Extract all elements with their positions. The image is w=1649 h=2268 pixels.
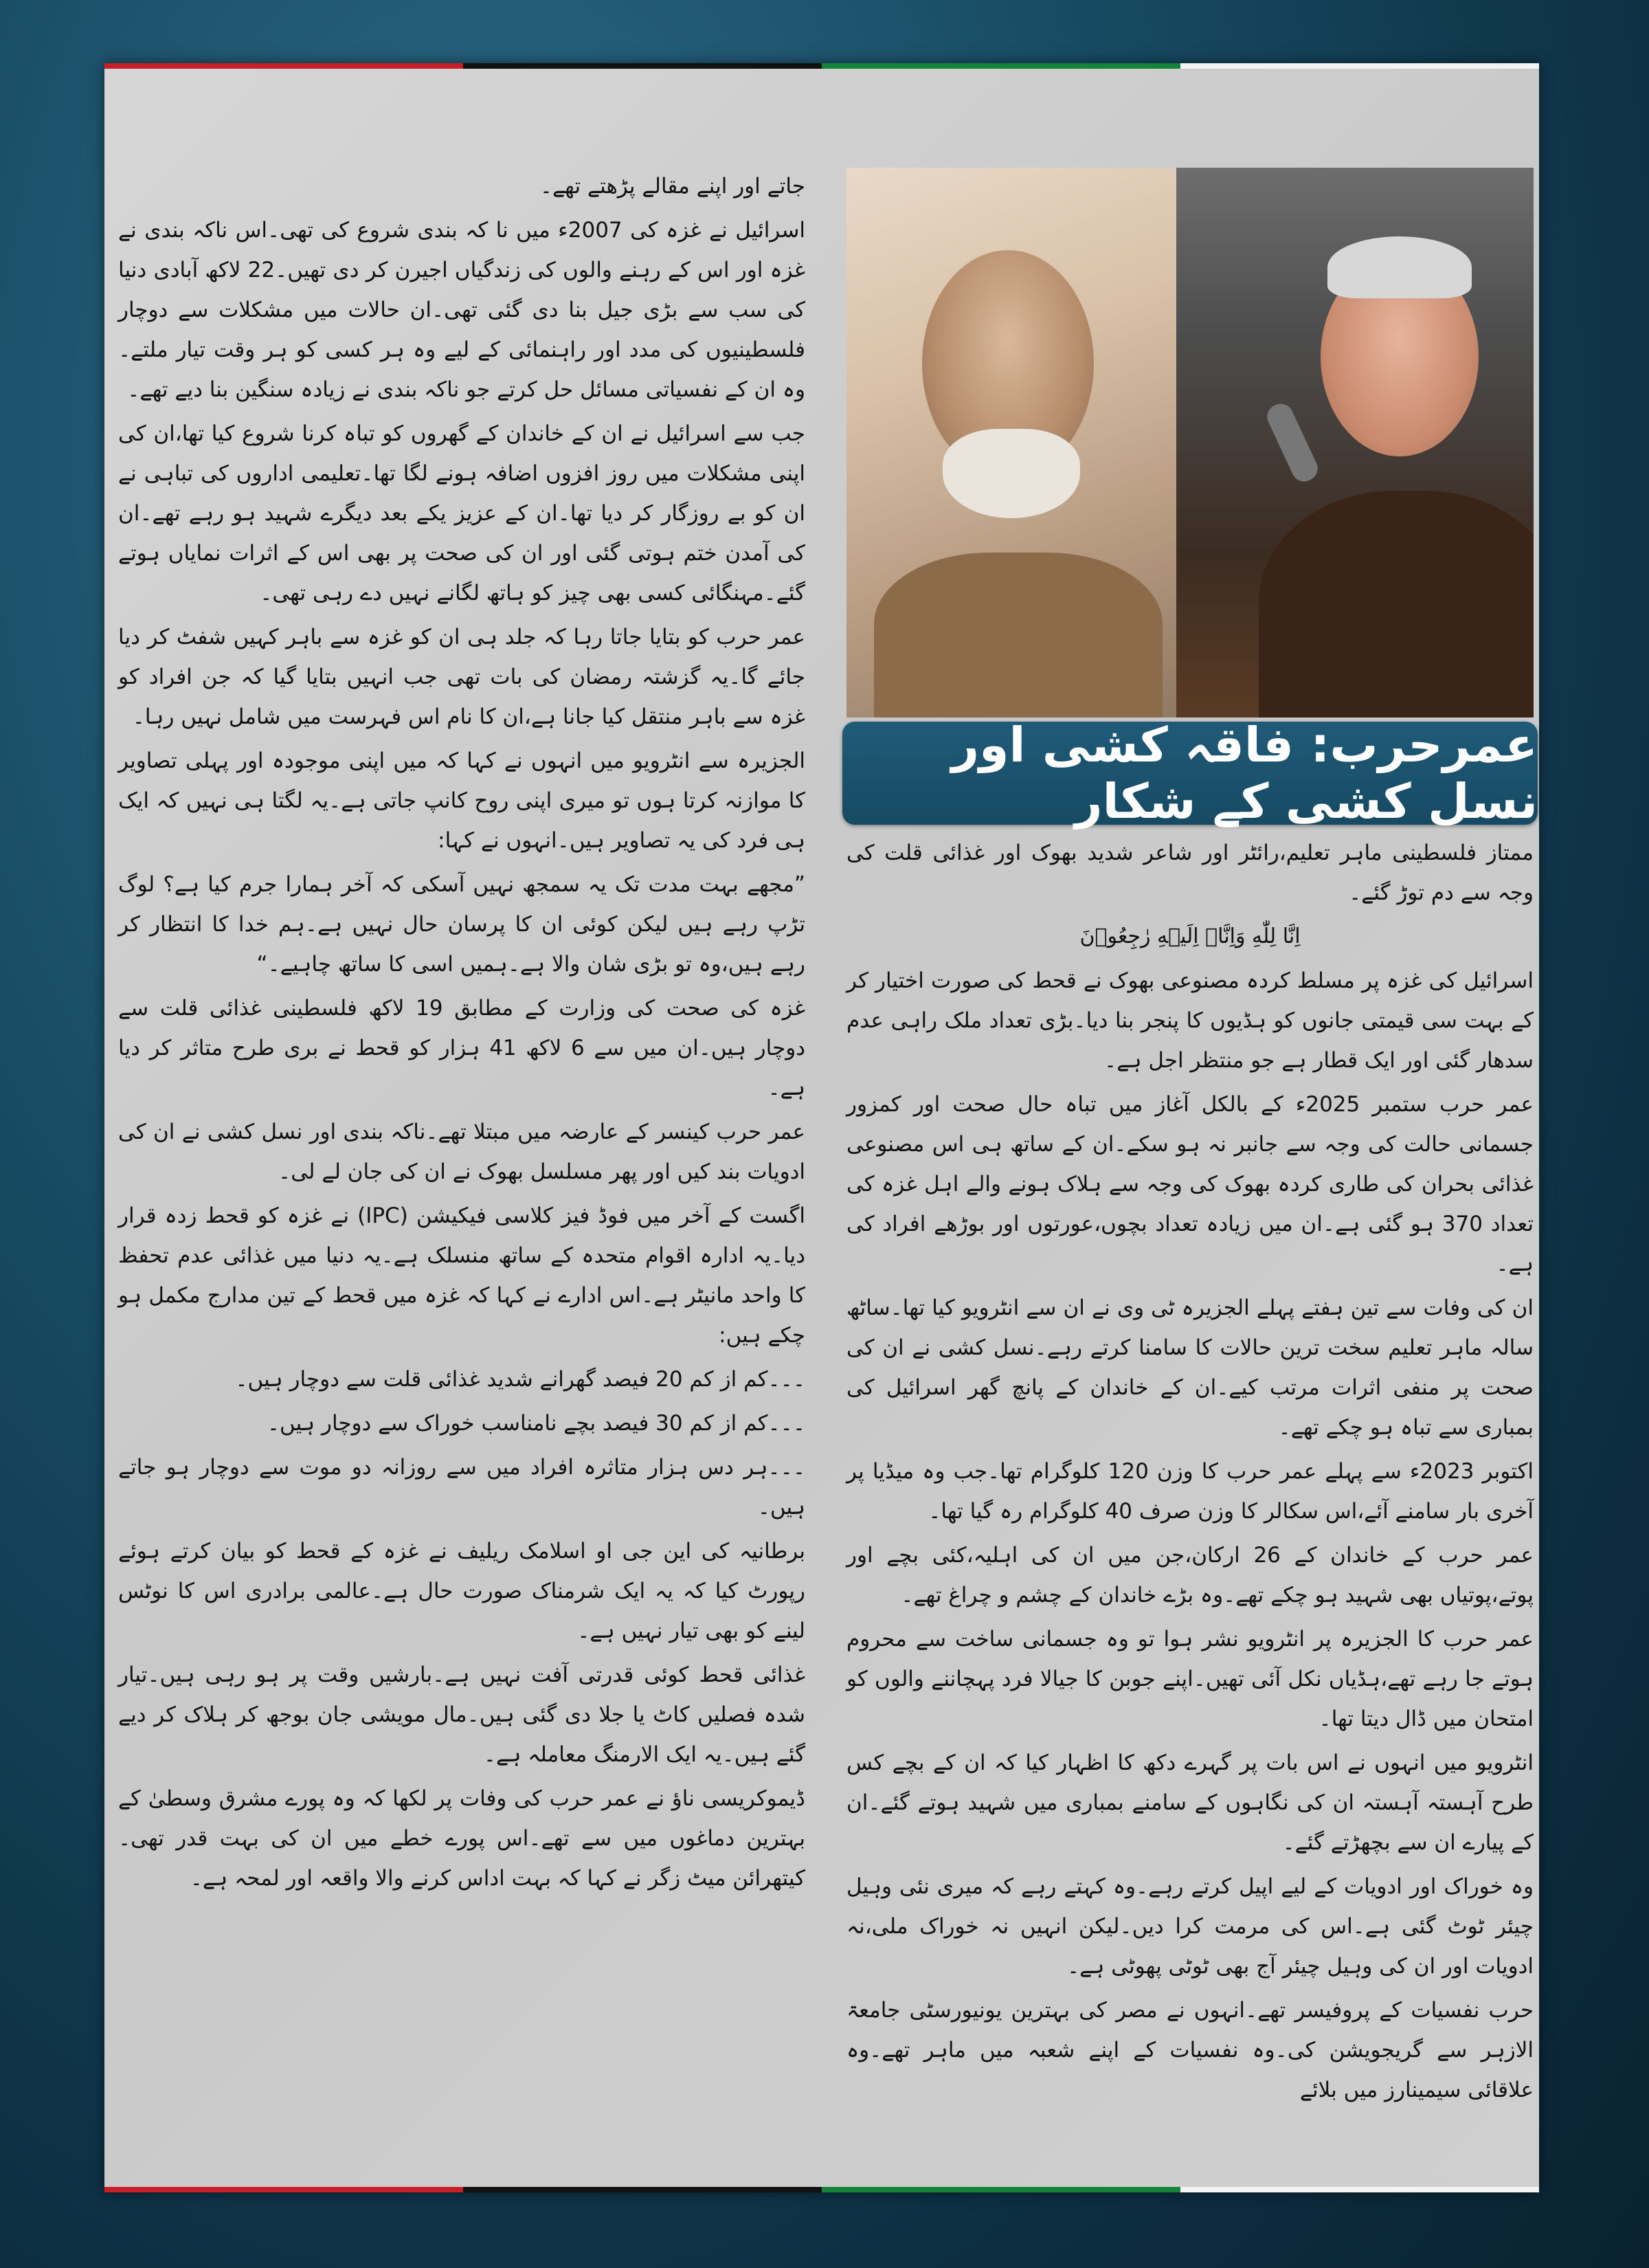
paragraph: جاتے اور اپنے مقالے پڑھتے تھے۔	[539, 174, 805, 199]
paragraph: الجزیرہ سے انٹرویو میں انہوں نے کہا کہ میں اپنی موجودہ اور پہلی تصاویر کا موازنہ کرتا ہوں تو میری اپنی روح کانپ جاتی ہے۔یہ لگتا ہی نہیں کہ ایک ہی فرد کی یہ تصاویر ہیں۔انہوں نے کہا:	[118, 748, 805, 853]
paragraph: غزہ کی صحت کی وزارت کے مطابق 19 لاکھ فلسطینی غذائی قلت سے دوچار ہیں۔ان میں سے 6 لاکھ 41 ہزار کو قحط نے بری طرح متاثر کر دیا ہے۔	[118, 996, 806, 1100]
bullet-item: ۔۔۔کم از کم 30 فیصد بچے نامناسب خوراک سے دوچار ہیں۔	[267, 1411, 805, 1436]
bullet-item: ۔۔۔کم از کم 20 فیصد گھرانے شدید غذائی قلت سے دوچار ہیں۔	[235, 1367, 805, 1392]
magazine-page	[104, 63, 1539, 2192]
paragraph: برطانیہ کی این جی او اسلامک ریلیف نے غزہ کے قحط کو بیان کرتے ہوئے رپورٹ کیا کہ یہ ایک شرمناک صورت حال ہے۔عالمی برادری اس کا نوٹس لینے کو بھی تیار نہیں ہے۔	[118, 1539, 805, 1643]
intro-paragraph: ممتاز فلسطینی ماہر تعلیم،رائٹر اور شاعر شدید بھوک اور غذائی قلت کی وجہ سے دم توڑ گئے۔	[846, 841, 1534, 905]
photo-emaciated-portrait	[846, 168, 1176, 718]
quranic-verse: اِنَّا لِلّٰهِ وَاِنَّاۤ اِلَیۡهِ رٰجِعُوۡنَ	[1079, 924, 1301, 948]
paragraph: اگست کے آخر میں فوڈ فیز کلاسی فیکیشن (IPC) نے غزہ کو قحط زدہ قرار دیا۔یہ ادارہ اقوام متحدہ کے ساتھ منسلک ہے۔یہ دنیا میں غذائی عدم تحفظ کا واحد مانیٹر ہے۔اس ادارے نے کہا کہ غزہ میں قحط کے تین مدارج مکمل ہو چکے ہیں:	[118, 1203, 806, 1348]
paragraph: اسرائیل نے غزہ کی 2007ء میں نا کہ بندی شروع کی تھی۔اس ناکہ بندی نے غزہ اور اس کے رہنے والوں کی زندگیاں اجیرن کر دی تھیں۔22 لاکھ آبادی دنیا کی سب سے بڑی جیل بنا دی گئی تھی۔ان حالات میں مشکلات سے دوچار فلسطینیوں کی مدد اور راہنمائی کے لیے وہ ہر کسی کو ہر وقت تیار ملتے۔وہ ان کے نفسیاتی مسائل حل کرتے جو ناکہ بندی نے زیادہ سنگین بنا دیے تھے۔	[118, 218, 805, 402]
photo-speaker-with-microphone	[1176, 168, 1534, 718]
right-column	[846, 833, 1534, 2114]
paragraph: اکتوبر 2023ء سے پہلے عمر حرب کا وزن 120 کلوگرام تھا۔جب وہ میڈیا پر آخری بار سامنے آئے،اس سکالر کا وزن صرف 40 کلوگرام رہ گیا تھا۔	[846, 1459, 1534, 1524]
paragraph: عمر حرب کینسر کے عارضہ میں مبتلا تھے۔ناکہ بندی اور نسل کشی نے ان کی ادویات بند کیں اور پھر مسلسل بھوک نے ان کی جان لے لی۔	[118, 1120, 805, 1184]
paragraph: عمر حرب کے خاندان کے 26 ارکان،جن میں ان کی اہلیہ،کئی بچے اور پوتے،پوتیاں بھی شہید ہو چکے تھے۔وہ بڑے خاندان کے چشم و چراغ تھے۔	[846, 1543, 1534, 1608]
bullet-item: ۔۔۔ہر دس ہزار متاثرہ افراد میں سے روزانہ دو موت سے دوچار ہو جاتے ہیں۔	[118, 1455, 805, 1520]
paragraph: وہ خوراک اور ادویات کے لیے اپیل کرتے رہے۔وہ کہتے رہے کہ میری نئی وہیل چیئر ٹوٹ گئی ہے۔اس کی مرمت کرا دیں۔لیکن انہیں نہ خوراک ملی،نہ ادویات اور ان کی وہیل چیئر آج بھی ٹوٹی پھوٹی ہے۔	[846, 1874, 1534, 1979]
paragraph: غذائی قحط کوئی قدرتی آفت نہیں ہے۔بارشیں وقت پر ہو رہی ہیں۔تیار شدہ فصلیں کاٹ یا جلا دی گئی ہیں۔مال مویشی جان بوجھ کر ہلاک کر دیے گئے ہیں۔یہ ایک الارمنگ معاملہ ہے۔	[118, 1663, 805, 1767]
flag-stripe-bottom	[104, 2187, 1539, 2192]
photo-strip	[846, 168, 1534, 718]
paragraph: عمر حرب کا الجزیرہ پر انٹرویو نشر ہوا تو وہ جسمانی ساخت سے محروم ہوتے جا رہے تھے،ہڈیاں نکل آئی تھیں۔اپنے جوبن کا جیالا فرد پہچاننے والوں کو امتحان میں ڈال دیتا تھا۔	[846, 1627, 1534, 1731]
paragraph: اسرائیل کی غزہ پر مسلط کردہ مصنوعی بھوک نے قحط کی صورت اختیار کر کے بہت سی قیمتی جانوں کو ہڈیوں کا پنجر بنا دیا۔بڑی تعداد ملک راہی عدم سدھار گئی اور ایک قطار ہے جو منتظر اجل ہے۔	[846, 968, 1534, 1073]
microphone-icon	[1263, 400, 1321, 486]
paragraph: حرب نفسیات کے پروفیسر تھے۔انہوں نے مصر کی بہترین یونیورسٹی جامعۃ الازہر سے گریجویشن کی۔وہ نفسیات کے اپنے شعبہ میں ماہر تھے۔وہ علاقائی سیمینارز میں بلائے	[846, 1998, 1534, 2102]
left-column	[118, 166, 805, 1902]
headline: عمرحرب: فاقہ کشی اور نسل کشی کے شکار	[951, 717, 1538, 830]
paragraph: ان کی وفات سے تین ہفتے پہلے الجزیرہ ٹی وی نے ان سے انٹرویو کیا تھا۔ساٹھ سالہ ماہر تعلیم سخت ترین حالات کا سامنا کرتے رہے۔نسل کشی نے ان کی صحت پر منفی اثرات مرتب کیے۔ان کے خاندان کے پانچ گھر اسرائیل کی بمباری سے تباہ ہو چکے تھے۔	[846, 1296, 1534, 1440]
quote-paragraph: ”مجھے بہت مدت تک یہ سمجھ نہیں آسکی کہ آخر ہمارا جرم کیا ہے؟ لوگ تڑپ رہے ہیں لیکن کوئی ان کا پرسان حال نہیں ہے۔ہم خدا کا انتظار کر رہے ہیں،وہ تو بڑی شان والا ہے۔ہمیں اسی کا ساتھ چاہیے۔“	[118, 872, 805, 977]
paragraph: جب سے اسرائیل نے ان کے خاندان کے گھروں کو تباہ کرنا شروع کیا تھا،ان کی اپنی مشکلات میں روز افزوں اضافہ ہونے لگا تھا۔تعلیمی اداروں کی تباہی نے ان کو بے روزگار کر دیا تھا۔ان کے عزیز یکے بعد دیگرے شہید ہو رہے تھے۔ان کی آمدن ختم ہوتی گئی اور ان کی صحت پر بھی اس کے اثرات نمایاں ہوتے گئے۔مہنگائی کسی بھی چیز کو ہاتھ لگانے نہیں دے رہی تھی۔	[118, 421, 805, 605]
paragraph: ڈیموکریسی ناؤ نے عمر حرب کی وفات پر لکھا کہ وہ پورے مشرق وسطیٰ کے بہترین دماغوں میں سے تھے۔اس پورے خطے میں ان کی بہت قدر تھی۔کیتھرائن میٹ زگر نے کہا کہ بہت اداس کرنے والا واقعہ اور لمحہ ہے۔	[118, 1786, 805, 1891]
paragraph: عمر حرب ستمبر 2025ء کے بالکل آغاز میں تباہ حال صحت اور کمزور جسمانی حالت کی وجہ سے جانبر نہ ہو سکے۔ان کے ساتھ ہی اس مصنوعی غذائی بحران کی طاری کردہ بھوک کی وجہ سے ہلاک ہونے والے اہل غزہ کی تعداد 370 ہو گئی ہے۔ان میں زیادہ تعداد بچوں،عورتوں اور بوڑھے افراد کی ہے۔	[846, 1092, 1534, 1276]
flag-stripe-top	[104, 63, 1539, 69]
paragraph: انٹرویو میں انہوں نے اس بات پر گہرے دکھ کا اظہار کیا کہ ان کے بچے کس طرح آہستہ آہستہ ان کی نگاہوں کے سامنے بمباری میں شہید ہوتے گئے۔ان کے پیارے ان سے بچھڑتے گئے۔	[846, 1750, 1534, 1855]
paragraph: عمر حرب کو بتایا جاتا رہا کہ جلد ہی ان کو غزہ سے باہر کہیں شفٹ کر دیا جائے گا۔یہ گزشتہ رمضان کی بات تھی جب انہیں بتایا گیا کہ جن افراد کو غزہ سے باہر منتقل کیا جانا ہے،ان کا نام اس فہرست میں شامل نہیں رہا۔	[118, 625, 805, 729]
headline-banner	[842, 717, 1538, 830]
